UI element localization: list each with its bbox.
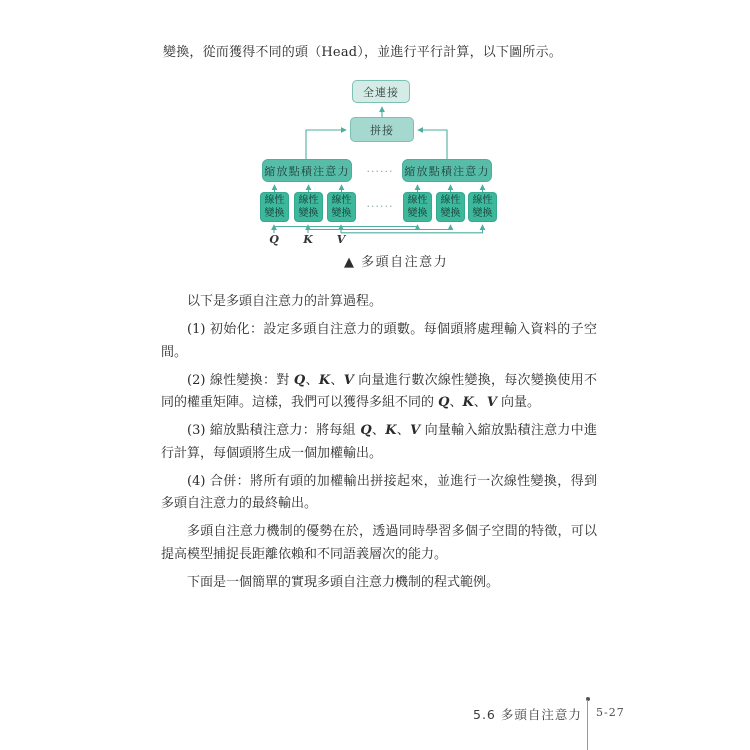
node-scaled-dot-attention-left: 縮放點積注意力 bbox=[262, 159, 352, 182]
node-fully-connected: 全連接 bbox=[352, 80, 410, 103]
paragraph: (1) 初始化：設定多頭自注意力的頭數。每個頭將處理輸入資料的子空間。 bbox=[161, 322, 597, 360]
footer-page-number: 5-27 bbox=[596, 706, 625, 719]
paragraph: 下面是一個簡單的實現多頭自注意力機制的程式範例。 bbox=[187, 574, 500, 590]
node-linear-transform-3: 線性 變換 bbox=[327, 192, 356, 222]
arrow-attn-right-to-concat bbox=[418, 130, 447, 159]
input-label-v: V bbox=[336, 233, 346, 246]
footer-section-title: 5.6 多頭自注意力 bbox=[473, 707, 582, 722]
node-linear-transform-5: 線性 變換 bbox=[436, 192, 465, 222]
node-concat: 拼接 bbox=[350, 117, 414, 142]
node-linear-transform-6: 線性 變換 bbox=[468, 192, 497, 222]
body-paragraphs bbox=[161, 291, 597, 600]
paragraph: (2) 線性變換：對 Q、K、V 向量進行數次線性變換，每次變換使用不同的權重矩陣。這樣，我們可以獲得多組不同的 Q、K、V 向量。 bbox=[161, 372, 597, 410]
node-scaled-dot-attention-right: 縮放點積注意力 bbox=[402, 159, 492, 182]
input-label-q: Q bbox=[269, 233, 279, 246]
node-linear-transform-1: 線性 變換 bbox=[260, 192, 289, 222]
node-linear-transform-4: 線性 變換 bbox=[403, 192, 432, 222]
figure-caption: ▲ 多頭自注意力 bbox=[344, 255, 449, 270]
intro-text: 變換，從而獲得不同的頭（Head），並進行平行計算，以下圖所示。 bbox=[163, 45, 563, 60]
input-label-k: K bbox=[303, 233, 313, 246]
paragraph: (4) 合併：將所有頭的加權輸出拼接起來，並進行一次線性變換，得到多頭自注意力的最終輸出。 bbox=[161, 473, 597, 511]
node-linear-transform-2: 線性 變換 bbox=[294, 192, 323, 222]
ellipsis-between-attention: ...... bbox=[366, 162, 394, 175]
arrow-attn-left-to-concat bbox=[306, 130, 346, 159]
paragraph: (3) 縮放點積注意力：將每組 Q、K、V 向量輸入縮放點積注意力中進行計算，每個頭將生成一個加權輸出。 bbox=[161, 423, 597, 461]
arrow-k-branch bbox=[308, 225, 451, 230]
arrow-q-branch bbox=[274, 225, 418, 227]
arrow-v-branch bbox=[341, 225, 483, 233]
footer-rule bbox=[587, 700, 588, 750]
ellipsis-between-linear: ...... bbox=[366, 197, 394, 210]
multihead-attention-diagram bbox=[0, 0, 750, 280]
paragraph: 多頭自注意力機制的優勢在於，透過同時學習多個子空間的特徵，可以提高模型捕捉長距離依賴和不同語義層次的能力。 bbox=[161, 524, 597, 562]
paragraph: 以下是多頭自注意力的計算過程。 bbox=[187, 294, 383, 309]
